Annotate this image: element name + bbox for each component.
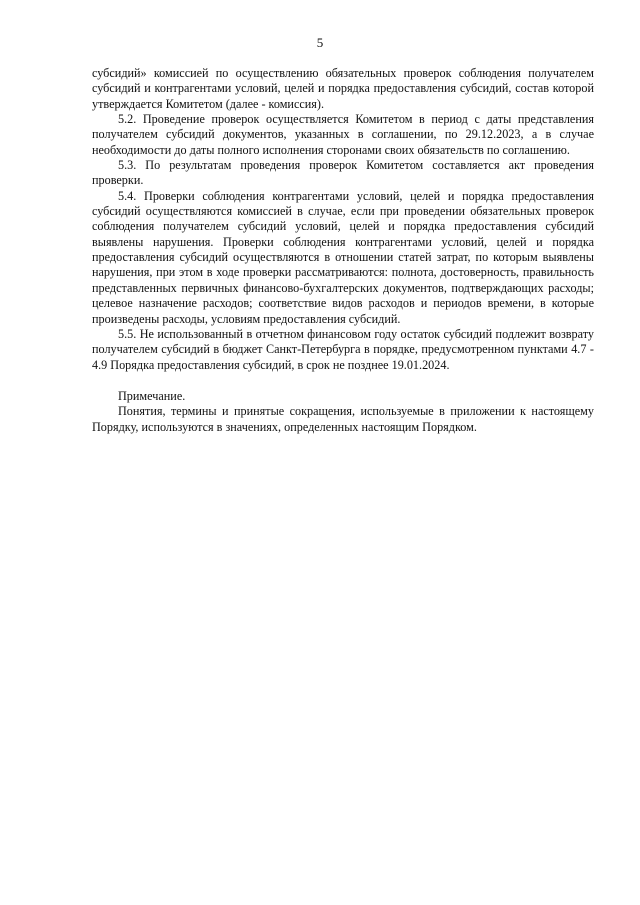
paragraph-5-5: 5.5. Не использованный в отчетном финансовом году остаток субсидий подлежит возврату получателем субсидий в бюджет Санкт-Петербурга в порядке, предусмотренном пунктами 4.7 - 4.9 Порядка предоставления субсидий, в срок не позднее 19.01.2024. xyxy=(92,326,594,372)
paragraph-5-2: 5.2. Проведение проверок осуществляется Комитетом в период с даты представления получателем субсидий документов, указанных в соглашении, по 29.12.2023, а в случае необходимости до даты полного исполнения сторонами своих обязательств по соглашению. xyxy=(92,112,594,157)
page-number: 5 xyxy=(316,35,324,50)
note-section xyxy=(92,389,594,435)
note-heading: Примечание. xyxy=(118,388,186,403)
paragraph-5-3: 5.3. По результатам проведения проверок Комитетом составляется акт проведения проверки. xyxy=(92,158,594,188)
document-body xyxy=(92,66,594,435)
paragraph-5-4: 5.4. Проверки соблюдения контрагентами условий, целей и порядка предоставления субсидий осуществляются комиссией в случае, если при проведении обязательных проверок соблюдения получателем субсидий условий, целей и порядка предоставления субсидий выявлены нарушения. Проверки соблюдения контрагентами условий, целей и порядка предоставления субсидий осуществляются в отношении статей затрат, по которым выявлены нарушения, при этом в ходе проверки рассматриваются: полнота, достоверность, правильность представленных первичных финансово-бухгалтерских документов, подтверждающих расходы; целевое назначение расходов; соответствие видов расходов и периодов времени, в которые произведены расходы, условиям предоставления субсидий. xyxy=(92,188,594,326)
note-text: Понятия, термины и принятые сокращения, используемые в приложении к настоящему Порядку, используются в значениях, определенных настоящим Порядком. xyxy=(92,404,594,434)
paragraph-5-1-continuation: субсидий» комиссией по осуществлению обязательных проверок соблюдения получателем субсидий и контрагентами условий, целей и порядка предоставления субсидий, состав которой утверждается Комитетом (далее - комиссия). xyxy=(92,66,594,111)
